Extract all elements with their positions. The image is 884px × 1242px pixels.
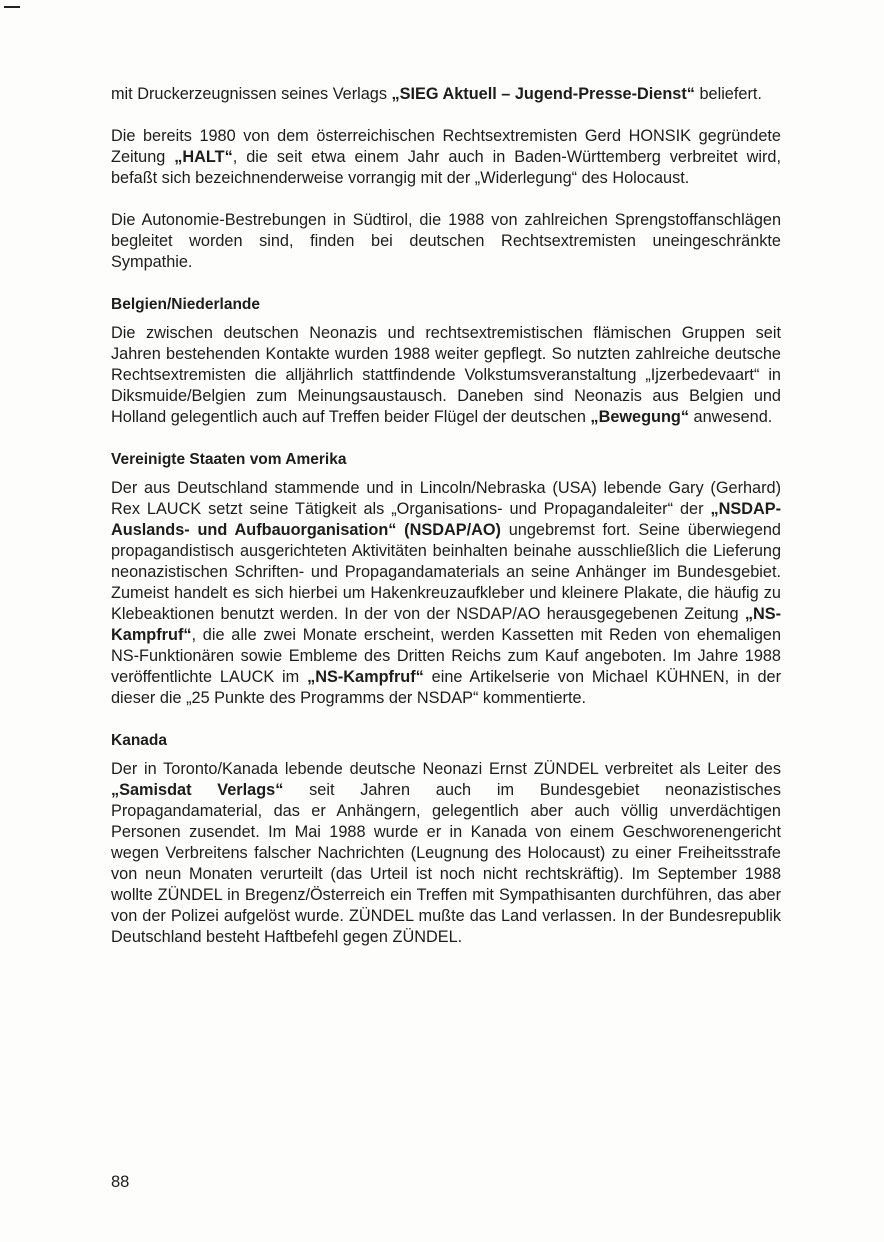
text-run: anwesend. <box>689 408 773 426</box>
bold-title-run: „NS-Kampfruf“ <box>307 668 424 686</box>
text-run: eine Artikelserie von Michael KÜHNEN, in der dieser die „25 Punkte des Programms der NSDAP“ kommentierte. <box>111 668 782 707</box>
scan-corner-mark <box>4 6 20 8</box>
bold-title-run: „SIEG Aktuell – Jugend-Presse-Dienst“ <box>391 85 695 103</box>
paragraph-suedtirol <box>111 210 781 273</box>
bold-title-run: „Bewegung“ <box>590 408 690 426</box>
bold-title-run: „NSDAP-Auslands- und Aufbauorganisation“ (NSDAP/AO) <box>111 500 781 539</box>
heading-kanada: Kanada <box>111 732 167 749</box>
heading-vereinigte-staaten: Vereinigte Staaten vom Amerika <box>111 451 347 468</box>
bold-title-run: „NS-Kampfruf“ <box>111 605 781 644</box>
paragraph-sieg-aktuell <box>111 84 781 105</box>
text-run: seit Jahren auch im Bundesgebiet neonazistisches Propagandamaterial, das er Anhängern, gelegentlich aber auch völlig unverdächtigen Personen zusendet. Im Mai 1988 wurde er in Kanada von einem Geschworenengericht wegen Verbreitens falscher Nachrichten (Leugnung des Holocaust) zu einer Freiheitsstrafe von neun Monaten verurteilt (das Urteil ist noch nicht rechtskräftig). Im September 1988 wollte ZÜNDEL in Bregenz/Österreich ein Treffen mit Sympathisanten durchführen, das aber von der Polizei aufgelöst wurde. ZÜNDEL mußte das Land verlassen. In der Bundesrepublik Deutschland besteht Haftbefehl gegen ZÜNDEL. <box>111 781 781 946</box>
page-number: 88 <box>111 1173 130 1191</box>
text-run: , die seit etwa einem Jahr auch in Baden-Württemberg verbreitet wird, befaßt sich bezeichnenderweise vorrangig mit der „Widerlegung“ des Holocaust. <box>111 148 781 187</box>
paragraph-kanada <box>111 759 781 948</box>
text-run: Die zwischen deutschen Neonazis und rechtsextremistischen flämischen Gruppen seit Jahren bestehenden Kontakte wurden 1988 weiter gepflegt. So nutzten zahlreiche deutsche Rechtsextremisten die alljährlich stattfindende Volkstumsveranstaltung „Ijzerbedevaart“ in Diksmuide/Belgien zum Meinungsaustausch. Daneben sind Neonazis aus Belgien und Holland gelegentlich auch auf Treffen beider Flügel der deutschen <box>111 324 781 426</box>
text-run: , die alle zwei Monate erscheint, werden Kassetten mit Reden von ehemaligen NS-Funktionären sowie Embleme des Dritten Reichs zum Kauf angeboten. Im Jahre 1988 veröffentlichte LAUCK im <box>111 626 781 686</box>
text-run: Der in Toronto/Kanada lebende deutsche Neonazi Ernst ZÜNDEL verbreitet als Leiter des <box>111 760 781 778</box>
text-run: Die Autonomie-Bestrebungen in Südtirol, die 1988 von zahlreichen Sprengstoffanschlägen begleitet worden sind, finden bei deutschen Rechtsextremisten uneingeschränkte Sympathie. <box>111 211 781 271</box>
text-run: Der aus Deutschland stammende und in Lincoln/Nebraska (USA) lebende Gary (Gerhard) Rex LAUCK setzt seine Tätigkeit als „Organisations- und Propagandaleiter“ der <box>111 479 781 518</box>
bold-title-run: „Samisdat Verlags“ <box>111 781 284 799</box>
paragraph-usa <box>111 478 781 709</box>
paragraph-belgien <box>111 323 781 428</box>
text-run: ungebremst fort. Seine überwiegend propagandistisch ausgerichteten Aktivitäten beinhalten beinahe ausschließlich die Lieferung neonazistischen Schriften- und Propagandamaterials an seine Anhänger im Bundesgebiet. Zumeist handelt es sich hierbei um Hakenkreuzaufkleber und kleinere Plakate, die häufig zu Klebeaktionen benutzt werden. In der von der NSDAP/AO herausgegebenen Zeitung <box>111 521 781 623</box>
heading-belgien-niederlande: Belgien/Niederlande <box>111 296 261 313</box>
document-page <box>111 84 781 948</box>
text-run: Die bereits 1980 von dem österreichischen Rechtsextremisten Gerd HONSIK gegründete Zeitung <box>111 127 781 166</box>
paragraph-halt <box>111 126 781 189</box>
bold-title-run: „HALT“ <box>174 148 233 166</box>
text-run: beliefert. <box>694 85 762 103</box>
text-run: mit Druckerzeugnissen seines Verlags <box>111 85 392 103</box>
